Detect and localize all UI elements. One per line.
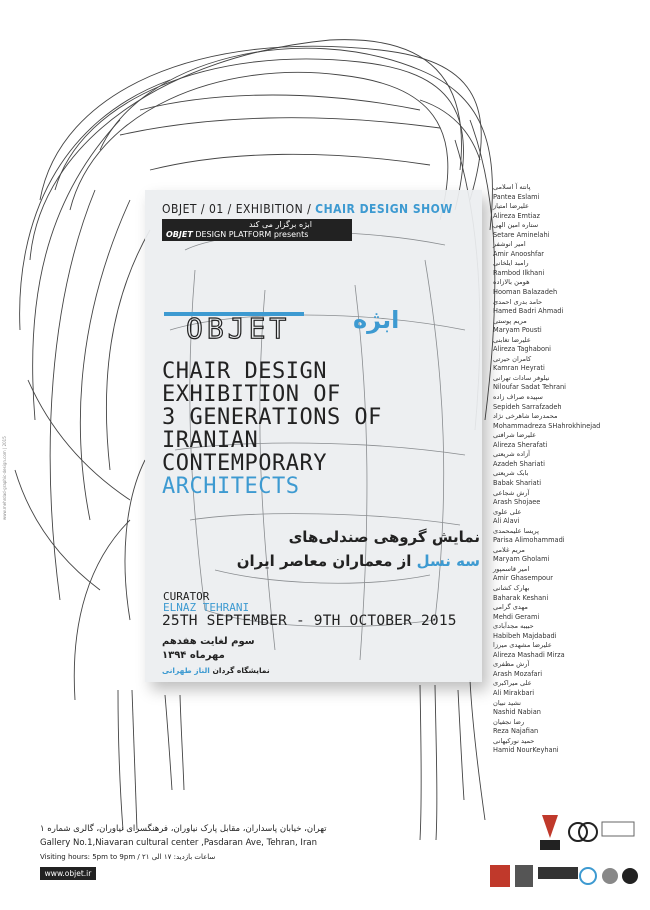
architect-name-english: Alireza Emtiaz bbox=[493, 211, 540, 220]
architect-name-persian: ستاره امین الهی bbox=[493, 221, 539, 230]
architect-name-english: Ali Alavi bbox=[493, 517, 520, 526]
title-line-4: IRANIAN bbox=[162, 428, 259, 453]
curator-name: ELNAZ TEHRANI bbox=[163, 601, 250, 614]
architect-name-persian: علی میراکبری bbox=[493, 679, 532, 688]
logo-latin: OBJET bbox=[186, 312, 291, 345]
website-link[interactable]: www.objet.ir bbox=[40, 867, 96, 880]
architect-name-english: Hamed Badri Ahmadi bbox=[493, 307, 564, 316]
architect-name-persian: بهارک کشانی bbox=[493, 583, 530, 592]
curator-label: CURATOR bbox=[163, 590, 210, 603]
architect-name-persian: حامد بدری احمدی bbox=[493, 297, 543, 306]
curator-persian bbox=[162, 666, 270, 675]
architect-name-english: Habibeh Majdabadi bbox=[493, 631, 557, 640]
sponsor-logo-8 bbox=[602, 868, 618, 884]
exhibition-dates: 25TH SEPTEMBER - 9TH OCTOBER 2015 bbox=[162, 613, 457, 629]
architect-name-persian: سپیده صراف زاده bbox=[493, 393, 543, 402]
title-line-3: 3 GENERATIONS OF bbox=[162, 405, 382, 430]
sponsor-logo-5 bbox=[515, 865, 533, 887]
architect-name-persian: علیرضا تغابنی bbox=[493, 335, 531, 344]
sponsor-logo-4 bbox=[490, 865, 510, 887]
architect-name-english: Reza Najafian bbox=[493, 727, 539, 736]
architect-name-english: Alireza Taghaboni bbox=[493, 345, 552, 354]
architect-name-persian: علی علوی bbox=[493, 507, 522, 516]
presents-brand: OBJET bbox=[166, 230, 193, 239]
address-english: Gallery No.1,Niavaran cultural center ,Pasdaran Ave, Tehran, Iran bbox=[40, 838, 318, 848]
presents-english bbox=[166, 230, 308, 239]
architect-name-persian: کامران حیرتی bbox=[493, 354, 532, 363]
vertical-credit: www.mehrdad-graphic-design.com | 2015 bbox=[2, 436, 7, 520]
architect-name-english: Amir Ghasempour bbox=[493, 574, 553, 583]
architect-name-english: Mohammadreza SHahrokhinejad bbox=[493, 421, 601, 430]
architect-name-persian: علیرضا امتیاز bbox=[493, 202, 529, 211]
architect-name-persian: هومن بالازاده bbox=[493, 278, 530, 287]
title-line-5: CONTEMPORARY bbox=[162, 451, 327, 476]
architect-name-persian: محمدرضا شاهرخی نژاد bbox=[493, 412, 558, 421]
architect-name-persian: پانته آ اسلامی bbox=[493, 183, 531, 191]
presents-rest: DESIGN PLATFORM presents bbox=[192, 230, 309, 239]
sponsor-logo-1 bbox=[540, 815, 560, 850]
architect-name-persian: علیرضا مشهدی میرزا bbox=[493, 641, 552, 650]
sponsor-logo-6 bbox=[538, 867, 578, 879]
architect-name-persian: رامبد ایلخانی bbox=[493, 259, 529, 268]
architect-name-persian: حمید نورکیهانی bbox=[493, 736, 535, 745]
architect-name-english: Maryam Pousti bbox=[493, 326, 542, 335]
architect-name-persian: حبیبه مجدآبادی bbox=[493, 622, 534, 631]
architect-name-persian: پریسا علیمحمدی bbox=[493, 526, 539, 535]
architect-name-persian: آرش شجاعی bbox=[493, 488, 530, 497]
architect-name-english: Azadeh Shariati bbox=[493, 459, 545, 468]
architect-name-persian: رضا نجفیان bbox=[493, 717, 525, 726]
presents-bar bbox=[162, 219, 352, 241]
sponsor-logos bbox=[490, 810, 640, 895]
architect-name-english: Hamid NourKeyhani bbox=[493, 746, 559, 755]
architect-name-persian: مریم پوستی bbox=[493, 316, 527, 325]
objet-logo bbox=[158, 298, 400, 345]
architect-name-persian: نشید نبیان bbox=[493, 698, 521, 707]
architect-name-english: Niloufar Sadat Tehrani bbox=[493, 383, 567, 392]
persian-title-line-2 bbox=[237, 552, 480, 570]
sponsor-logo-9 bbox=[622, 868, 638, 884]
architect-name-english: Arash Mozafari bbox=[493, 669, 543, 678]
persian-title-accent: سه نسل bbox=[416, 552, 480, 570]
architect-name-english: Ali Mirakbari bbox=[493, 688, 535, 697]
sponsor-logo-2 bbox=[569, 823, 597, 841]
architect-name-english: Alireza Mashadi Mirza bbox=[493, 650, 565, 659]
architect-name-english: Rambod Ilkhani bbox=[493, 268, 545, 277]
architect-name-english: Hooman Balazadeh bbox=[493, 288, 558, 297]
address-persian: تهران، خیابان پاسداران، مقابل پارک نیاوران، فرهنگسرای نیاوران، گالری شماره ۱ bbox=[40, 824, 327, 834]
architect-name-english: Arash Shojaee bbox=[493, 498, 541, 507]
main-title bbox=[162, 360, 382, 498]
persian-title-line-1: نمایش گروهی صندلی‌های bbox=[288, 528, 480, 546]
architect-name-persian: نیلوفر سادات تهرانی bbox=[493, 373, 550, 382]
architect-name-persian: مریم غلامی bbox=[493, 545, 525, 554]
sponsor-logo-3 bbox=[602, 822, 634, 836]
architect-name-english: Babak Shariati bbox=[493, 478, 542, 487]
architect-name-english: Maryam Gholami bbox=[493, 555, 550, 564]
architect-names-list bbox=[493, 183, 603, 756]
architect-name-english: Setare Aminelahi bbox=[493, 230, 550, 239]
architect-name-persian: امیر قاسمپور bbox=[493, 564, 530, 573]
architect-name-english: Alireza Sherafati bbox=[493, 440, 548, 449]
curator-persian-name: الناز طهرانی bbox=[162, 666, 210, 675]
architect-name-english: Kamran Heyrati bbox=[493, 364, 545, 373]
visiting-hours: Visiting hours: 5pm to 9pm / ساعات بازدید: ۱۷ الی ۲۱ bbox=[40, 853, 216, 861]
persian-dates-line-2: مهرماه ۱۳۹۴ bbox=[162, 650, 225, 661]
title-accent-line: ARCHITECTS bbox=[162, 474, 300, 499]
curator-persian-prefix: نمایشگاه گردان bbox=[209, 666, 270, 675]
logo-persian: ابژه bbox=[353, 306, 400, 334]
architect-name-persian: علیرضا شرافتی bbox=[493, 431, 537, 440]
architect-name-persian: آزاده شریعتی bbox=[493, 450, 530, 459]
architect-name-english: Parisa Alimohammadi bbox=[493, 536, 565, 545]
header-prefix: OBJET / 01 / EXHIBITION / bbox=[162, 202, 316, 216]
architect-name-english: Sepideh Sarrafzadeh bbox=[493, 402, 562, 411]
persian-title-rest: از معماران معاصر ایران bbox=[236, 552, 417, 570]
architect-name-english: Amir Anooshfar bbox=[493, 249, 545, 258]
header-accent: CHAIR DESIGN SHOW bbox=[315, 202, 453, 216]
title-line-2: EXHIBITION OF bbox=[162, 382, 341, 407]
architect-name-english: Pantea Eslami bbox=[493, 192, 540, 201]
presents-persian: ابژه برگزار می کند bbox=[248, 220, 312, 229]
architect-name-english: Nashid Nabian bbox=[493, 708, 541, 717]
architect-name-persian: مهدی گرامی bbox=[493, 603, 528, 612]
architect-name-persian: بابک شریعتی bbox=[493, 469, 529, 478]
architect-name-english: Baharak Keshani bbox=[493, 593, 549, 602]
header-line bbox=[162, 202, 453, 216]
architect-name-persian: آرش مظفری bbox=[493, 660, 530, 669]
persian-dates-line-1: سوم لغایت هفدهم bbox=[162, 636, 255, 647]
sponsor-logo-7 bbox=[580, 868, 596, 884]
architect-name-persian: امیر انوشفر bbox=[493, 240, 526, 249]
architect-name-english: Mehdi Gerami bbox=[493, 612, 540, 621]
title-line-1: CHAIR DESIGN bbox=[162, 359, 327, 384]
